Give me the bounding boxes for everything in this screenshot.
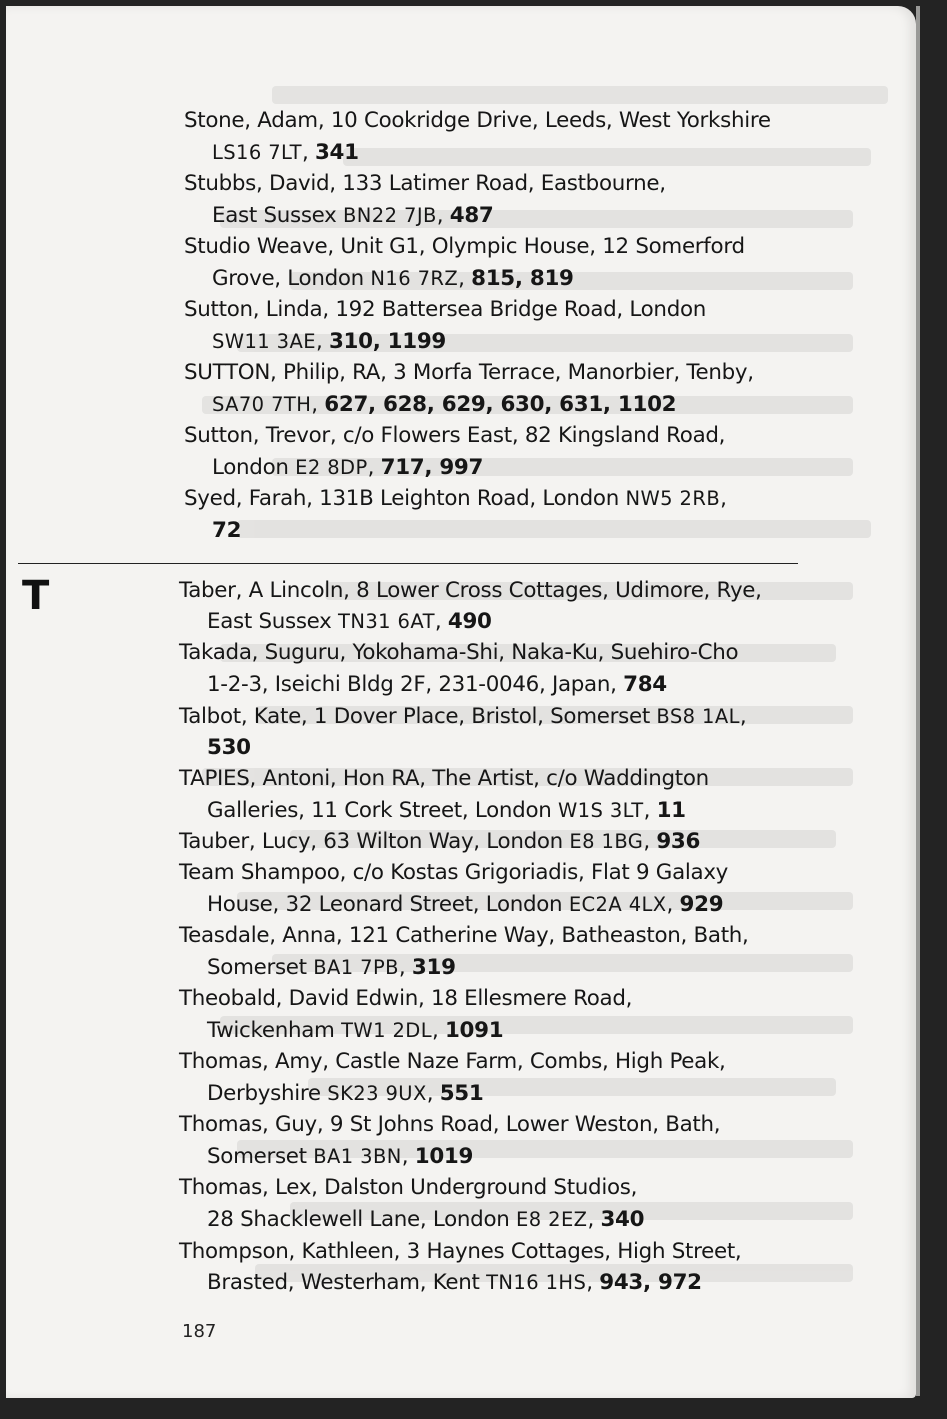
postcode: TN16 1HS xyxy=(486,1271,587,1294)
postcode: SK23 9UX xyxy=(327,1082,427,1105)
entry-first-line xyxy=(184,358,754,388)
postcode: LS16 7LT xyxy=(212,141,302,164)
entry-text: Tauber, Lucy, 63 Wilton Way, London xyxy=(179,829,570,854)
postcode: E8 2EZ xyxy=(516,1208,588,1231)
page-references: 319 xyxy=(411,955,456,980)
page-references: 487 xyxy=(449,203,494,228)
entry-continuation-line xyxy=(207,607,492,637)
entry-text: Teasdale, Anna, 121 Catherine Way, Batheaston, Bath, xyxy=(179,923,749,948)
entry-first-line xyxy=(179,764,709,794)
page-references: 490 xyxy=(447,609,492,634)
entry-text: Sutton, Linda, 192 Battersea Bridge Road, London xyxy=(184,297,707,322)
entry-first-line xyxy=(179,702,746,732)
page-references: 72 xyxy=(212,518,242,543)
entry-first-line xyxy=(179,921,749,951)
entry-continuation-line xyxy=(207,890,723,920)
entry-text: London xyxy=(212,455,296,480)
page-references: 11 xyxy=(656,798,686,823)
entry-first-line xyxy=(179,827,700,857)
page-references: 929 xyxy=(679,892,724,917)
entry-text: 1-2-3, Iseichi Bldg 2F, 231-0046, Japan, xyxy=(207,672,624,697)
entry-text: Sutton, Trevor, c/o Flowers East, 82 Kingsland Road, xyxy=(184,423,726,448)
entry-text: Taber, A Lincoln, 8 Lower Cross Cottages, Udimore, Rye, xyxy=(179,578,762,603)
entry-text: SUTTON, Philip, RA, 3 Morfa Terrace, Manorbier, Tenby, xyxy=(184,360,754,385)
page-references: 717, 997 xyxy=(380,455,484,480)
entry-text: Grove, London xyxy=(212,266,371,291)
entry-text: East Sussex xyxy=(212,203,344,228)
entry-text: , xyxy=(739,704,747,729)
entry-text: Team Shampoo, c/o Kostas Grigoriadis, Flat 9 Galaxy xyxy=(179,860,729,885)
entry-continuation-line xyxy=(207,670,667,700)
page-references: 551 xyxy=(439,1081,484,1106)
entry-text: , xyxy=(401,1144,415,1169)
entry-text: , xyxy=(426,1081,440,1106)
entry-text: , xyxy=(458,266,472,291)
postcode: TN31 6AT xyxy=(338,610,435,633)
entry-continuation-line xyxy=(207,1079,483,1109)
entry-text: , xyxy=(666,892,680,917)
entry-continuation-line xyxy=(207,1016,503,1046)
entry-continuation-line xyxy=(212,138,359,168)
entry-text: , xyxy=(434,609,448,634)
entry-text: Thomas, Amy, Castle Naze Farm, Combs, High Peak, xyxy=(179,1049,726,1074)
entry-first-line xyxy=(184,421,725,451)
entry-text: Thomas, Lex, Dalston Underground Studios, xyxy=(179,1175,638,1200)
entry-text: , xyxy=(431,1018,445,1043)
entry-text: TAPIES, Antoni, Hon RA, The Artist, c/o Waddington xyxy=(179,766,709,791)
page-references: 340 xyxy=(600,1207,645,1232)
entry-first-line xyxy=(184,106,771,136)
page-references: 815, 819 xyxy=(471,266,574,291)
entry-text: Somerset xyxy=(207,1144,314,1169)
page-edge xyxy=(916,6,920,1396)
section-letter: T xyxy=(22,573,50,619)
postcode: TW1 2DL xyxy=(341,1019,432,1042)
entry-first-line xyxy=(179,1110,720,1140)
entry-text: Brasted, Westerham, Kent xyxy=(207,1270,487,1295)
postcode: BS8 1AL xyxy=(656,705,740,728)
entry-text: Stone, Adam, 10 Cookridge Drive, Leeds, West Yorkshire xyxy=(184,108,771,133)
entry-continuation-line xyxy=(212,453,483,483)
postcode: SW11 3AE xyxy=(212,330,316,353)
postcode: W1S 3LT xyxy=(558,799,644,822)
entry-continuation-line xyxy=(207,953,456,983)
entry-first-line xyxy=(179,1237,741,1267)
entry-text: Thomas, Guy, 9 St Johns Road, Lower Weston, Bath, xyxy=(179,1112,721,1137)
entry-text: Takada, Suguru, Yokohama-Shi, Naka-Ku, Suehiro-Cho xyxy=(179,640,739,665)
entry-first-line xyxy=(179,1173,637,1203)
entry-first-line xyxy=(179,576,762,606)
entry-text: Twickenham xyxy=(207,1018,342,1043)
entry-first-line xyxy=(184,484,727,514)
entry-text: , xyxy=(311,392,325,417)
entry-continuation-line xyxy=(207,1205,644,1235)
postcode: EC2A 4LX xyxy=(568,893,667,916)
entry-text: , xyxy=(367,455,381,480)
entry-text: Talbot, Kate, 1 Dover Place, Bristol, Somerset xyxy=(179,704,657,729)
page-references: 936 xyxy=(656,829,701,854)
entry-continuation-line xyxy=(212,390,676,420)
entry-text: House, 32 Leonard Street, London xyxy=(207,892,569,917)
postcode: BN22 7JB xyxy=(343,204,437,227)
page-references: 627, 628, 629, 630, 631, 1102 xyxy=(324,392,677,417)
section-divider xyxy=(18,563,798,564)
entry-text: , xyxy=(720,486,727,511)
page-references: 530 xyxy=(207,735,251,760)
entry-text: , xyxy=(315,329,329,354)
postcode: SA70 7TH xyxy=(212,393,312,416)
entry-continuation-line xyxy=(207,1142,473,1172)
postcode: BA1 3BN xyxy=(313,1145,402,1168)
entry-text: Syed, Farah, 131B Leighton Road, London xyxy=(184,486,626,511)
postcode: NW5 2RB xyxy=(625,487,721,510)
entry-text: , xyxy=(586,1270,600,1295)
entry-text: Stubbs, David, 133 Latimer Road, Eastbourne, xyxy=(184,171,666,196)
entry-text: Galleries, 11 Cork Street, London xyxy=(207,798,558,823)
entry-text: Studio Weave, Unit G1, Olympic House, 12 Somerford xyxy=(184,234,745,259)
page-number: 187 xyxy=(182,1321,217,1342)
entry-first-line xyxy=(179,984,632,1014)
page-references: 1019 xyxy=(414,1144,474,1169)
entry-continuation-line xyxy=(212,201,494,231)
entry-text: , xyxy=(301,140,315,165)
entry-first-line xyxy=(179,638,738,668)
entry-continuation-line xyxy=(207,733,251,763)
entry-text: Somerset xyxy=(207,955,314,980)
entry-text: 28 Shacklewell Lane, London xyxy=(207,1207,517,1232)
entry-first-line xyxy=(184,232,745,262)
entry-continuation-line xyxy=(212,516,241,546)
postcode: BA1 7PB xyxy=(313,956,399,979)
page-references: 943, 972 xyxy=(599,1270,702,1295)
entry-text: , xyxy=(587,1207,601,1232)
entry-text: Derbyshire xyxy=(207,1081,328,1106)
entry-first-line xyxy=(184,295,706,325)
entry-text: , xyxy=(398,955,412,980)
postcode: E8 1BG xyxy=(569,830,644,853)
entry-continuation-line xyxy=(207,796,686,826)
entry-text: , xyxy=(643,829,657,854)
page-references: 310, 1199 xyxy=(328,329,446,354)
entry-continuation-line xyxy=(212,327,446,357)
entry-continuation-line xyxy=(212,264,574,294)
entry-text: Thompson, Kathleen, 3 Haynes Cottages, High Street, xyxy=(179,1239,742,1264)
postcode: N16 7RZ xyxy=(370,267,459,290)
entry-text: Theobald, David Edwin, 18 Ellesmere Road, xyxy=(179,986,633,1011)
entry-continuation-line xyxy=(207,1268,702,1298)
book-page xyxy=(6,6,916,1398)
entry-text: East Sussex xyxy=(207,609,339,634)
entry-first-line xyxy=(179,858,728,888)
entry-first-line xyxy=(179,1047,726,1077)
page-references: 784 xyxy=(623,672,667,697)
entry-first-line xyxy=(184,169,666,199)
entry-text: , xyxy=(643,798,657,823)
page-references: 1091 xyxy=(444,1018,504,1043)
entry-text: , xyxy=(436,203,450,228)
postcode: E2 8DP xyxy=(295,456,368,479)
page-references: 341 xyxy=(314,140,359,165)
